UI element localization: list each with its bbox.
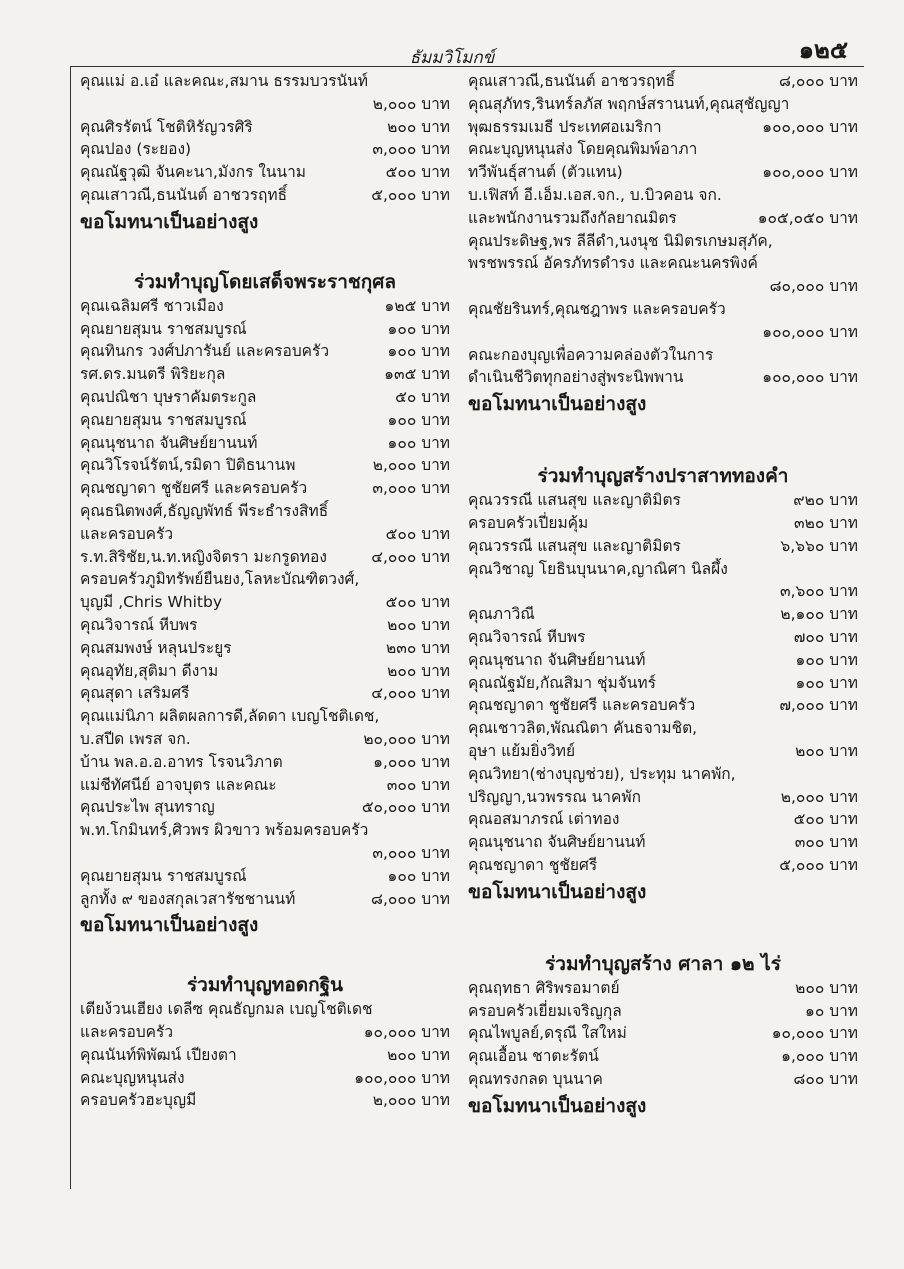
donation-amount: ๕,๐๐๐ บาท [371,185,450,204]
donor-row [80,865,450,888]
donor-row [468,275,858,298]
section-title: ร่วมทำบุญสร้างปราสาททองคำ [537,465,789,488]
donation-amount: ๑๐๐,๐๐๐ บาท [762,368,858,387]
donor-row [80,295,450,318]
donor-row [468,763,858,786]
donor-row [468,854,858,877]
donor-name: คุณวรรณี แสนสุข และญาติมิตร [468,491,681,510]
donor-row [80,682,450,705]
thanks-text: ขอโมทนาเป็นอย่างสูง [468,880,647,903]
donor-name: คุณอุทัย,สุติมา ดีงาม [80,661,219,680]
donation-amount: ๒,๐๐๐ บาท [372,456,450,475]
donor-row [468,717,858,740]
page-number: ๑๒๕ [798,36,848,64]
donation-amount: ๑๐๐ บาท [387,319,450,338]
donation-amount: ๑๐๐ บาท [387,433,450,452]
donor-row [80,1021,450,1044]
donor-name: พุฒธรรมเมธี ประเทศอเมริกา [468,117,662,136]
donor-name: บ้าน พล.อ.อ.อาทร โรจนวิภาต [80,752,283,771]
donation-amount: ๕,๐๐๐ บาท [779,855,858,874]
donation-amount: ๑๐,๐๐๐ บาท [771,1024,858,1043]
donor-name: คณะกองบุญเพื่อความคล่องตัวในการ [468,345,714,364]
donation-amount: ๓๒๐ บาท [794,513,858,532]
donation-amount [444,998,450,1021]
donor-row [468,580,858,603]
thanks-text: ขอโมทนาเป็นอย่างสูง [468,393,647,416]
donation-amount: ๑๐๐ บาท [795,673,858,692]
left-donor-list-3 [80,998,450,1112]
donor-row [80,774,450,797]
donation-amount: ๖,๖๖๐ บาท [780,536,858,555]
donor-name: คุณอสมาภรณ์ เต่าทอง [468,810,620,829]
donor-row [468,558,858,581]
donor-row [80,318,450,341]
donation-amount: ๕๐๐ บาท [793,810,858,829]
donor-name: คุณเสาวณี,ธนนันต์ อาชวรฤทธิ์ [468,72,676,90]
donor-row [468,535,858,558]
donor-name: คุณณัฐมัย,กัณสิมา ชุ่มจันทร์ [468,673,656,692]
donor-name: และพนักงานรวมถึงกัลยาณมิตร [468,208,677,227]
donation-amount: ๑๐๐,๐๐๐ บาท [354,1068,450,1087]
donor-name: เตียง้วนเฮียง เดลีซ คุณธัญกมล เบญโชติเดช [80,1000,373,1019]
donation-amount: ๒๐๐ บาท [795,741,858,760]
right-donor-list-2 [468,489,858,877]
thanks-text: ขอโมทนาเป็นอย่างสูง [80,914,259,937]
donor-name: คุณวิชาญ โยธินบุนนาค,ญาณิศา นิลผึ้ง [468,559,728,578]
donation-amount: ๒,๐๐๐ บาท [780,787,858,806]
donor-name: รศ.ดร.มนตรี พิริยะกุล [80,365,226,384]
donor-row [468,603,858,626]
donation-amount: ๑๐๐,๐๐๐ บาท [762,322,858,341]
donor-row [468,207,858,230]
donor-name: คุณชญาดา ชูชัยศรี และครอบครัว [80,479,308,498]
thanks-text: ขอโมทนาเป็นอย่างสูง [80,210,259,233]
donor-name: คุณณัฐวุฒิ จันคะนา,มังกร ในนาม [80,163,307,182]
donor-name: ทวีพันธุ์สานต์ (ตัวแทน) [468,163,623,182]
donor-name: คุณปณิชา บุษราคัมตระกูล [80,387,257,406]
donation-amount [852,763,858,786]
donor-name: ร.ท.สิริชัย,น.ท.หญิงจิตรา มะกรูดทอง [80,547,327,566]
donor-name: คุณเอื้อน ชาตะรัตน์ [468,1047,599,1066]
donor-row [468,298,858,321]
donation-amount: ๑๐๐,๐๐๐ บาท [762,117,858,136]
donation-amount: ๑๒๕ บาท [384,296,450,315]
donation-amount: ๓๐๐ บาท [794,833,858,852]
donation-amount [852,252,858,275]
donor-row [468,344,858,367]
donation-amount: ๕๐๐ บาท [385,593,450,612]
donation-amount: ๒,๑๐๐ บาท [780,605,858,624]
donor-row [80,409,450,432]
right-donor-list-3 [468,977,858,1091]
donation-amount [444,500,450,523]
section-title: ร่วมทำบุญสร้าง ศาลา ๑๒ ไร่ [545,952,781,975]
donation-amount: ๕๐๐ บาท [385,524,450,543]
donor-name: คุณชญาดา ชูชัยศรี [468,855,598,874]
donation-amount [852,298,858,321]
donor-row [468,977,858,1000]
donor-row [80,728,450,751]
donor-row [80,340,450,363]
donor-row [468,1022,858,1045]
donor-row [468,694,858,717]
donation-amount [852,558,858,581]
donation-amount: ๑๓๕ บาท [384,365,450,384]
donation-amount: ๒๐๐ บาท [387,615,450,634]
donation-amount: ๑๐ บาท [805,1001,858,1020]
donor-name: คุณเสาวณี,ธนนันต์ อาชวรฤทธิ์ [80,185,288,204]
donation-amount: ๔,๐๐๐ บาท [371,684,450,703]
donor-name: คุณเฉลิมศรี ชาวเมือง [80,296,224,315]
donation-amount: ๕๐,๐๐๐ บาท [361,798,450,817]
donor-row [468,808,858,831]
donor-name: คุณประดิษฐ,พร ลีลีดำ,นงนุช นิมิตรเกษมสุภัค, [468,231,773,250]
donor-name: คุณฤทธา ศิริพรอมาตย์ [468,978,620,997]
donation-amount [852,230,858,253]
thanks-text: ขอโมทนาเป็นอย่างสูง [468,1094,647,1117]
donor-row [468,1045,858,1068]
donor-name: คุณชัยรินทร์,คุณชฎาพร และครอบครัว [468,299,726,318]
donor-name: คณะบุญหนุนส่ง [80,1068,185,1087]
donation-amount: ๒๐๐ บาท [387,661,450,680]
donor-name: คุณสุดา เสริมศรี [80,684,190,703]
donation-amount [852,138,858,161]
donor-row [80,705,450,728]
donor-name: ดำเนินชีวิตทุกอย่างสู่พระนิพพาน [468,368,684,387]
donation-amount: ๕๐ บาท [395,387,450,406]
donor-name: คุณแม่ อ.เอ๋ และคณะ,สมาน ธรรมบวรนันท์ [80,72,368,90]
donor-row [468,321,858,344]
donor-name: แม่ชีทัศนีย์ อาจบุตร และคณะ [80,775,277,794]
donor-row [80,363,450,386]
donation-amount: ๒,๐๐๐ บาท [372,94,450,113]
donor-row [468,70,858,93]
donor-name: และครอบครัว [80,524,174,543]
donor-row [468,116,858,139]
donation-amount [444,705,450,728]
donor-row [80,432,450,455]
donor-name: อุษา แย้มยิ่งวิทย์ [468,741,576,760]
donor-row [468,138,858,161]
donation-amount: ๔,๐๐๐ บาท [371,547,450,566]
donation-amount: ๘,๐๐๐ บาท [371,889,450,908]
donation-amount [852,184,858,207]
donor-row [80,454,450,477]
donor-row [80,888,450,911]
donor-name: คุณภาวิณี [468,605,535,624]
donation-amount: ๒๐๐ บาท [795,978,858,997]
right-column [468,70,858,1119]
donor-name: คุณเชาวลิต,พัณณิตา คันธจามชิต, [468,719,698,738]
left-donor-list-1 [80,70,450,207]
donor-name: บ.เฟิสท์ อี.เอ็ม.เอส.จก., บ.บิวคอน จก. [468,185,722,204]
donor-row [80,184,450,207]
donor-row [468,489,858,512]
donor-row [80,751,450,774]
donor-name: คุณวิจารณ์ หีบพร [80,615,198,634]
donor-row [468,512,858,535]
donor-name: คณะบุญหนุนส่ง โดยคุณพิมพ์อาภา [468,140,698,159]
donor-name: คุณยายสุมน ราชสมบูรณ์ [80,410,247,429]
donor-name: คุณไพบูลย์,ดรุณี ใสใหม่ [468,1024,627,1043]
donation-amount: ๑๐๐,๐๐๐ บาท [762,163,858,182]
donor-row [80,1089,450,1112]
donation-amount: ๕๐๐ บาท [385,163,450,182]
donor-row [468,93,858,116]
donor-row [80,546,450,569]
donor-name: คุณวิทยา(ช่างบุญช่วย), ประทุม นาคพัก, [468,764,736,783]
donor-row [80,477,450,500]
donor-name [468,275,764,298]
left-column [80,70,450,1112]
donation-amount [444,568,450,591]
donor-name: บ.สปีด เพรส จก. [80,729,191,748]
donation-amount: ๒๐๐ บาท [387,1045,450,1064]
donation-amount [852,93,858,116]
donor-name: คุณวรรณี แสนสุข และญาติมิตร [468,536,681,555]
donation-amount: ๘๐๐ บาท [793,1069,858,1088]
donor-name: คุณสมพงษ์ หลุนประยูร [80,638,232,657]
donation-amount: ๒๓๐ บาท [386,638,450,657]
header-title: ธัมมวิโมกข์ [409,48,495,68]
donation-amount: ๒,๐๐๐ บาท [372,1091,450,1110]
donor-row [80,819,450,842]
donor-row [80,500,450,523]
donor-name: ลูกทั้ง ๙ ของสกุลเวสารัชชานนท์ [80,889,296,908]
donor-row [468,649,858,672]
donor-row [468,366,858,389]
donation-amount: ๑๐๕,๐๕๐ บาท [757,208,858,227]
donation-amount: ๗๐๐ บาท [793,627,858,646]
donor-name: คุณทินกร วงศ์ปภารันย์ และครอบครัว [80,342,330,361]
donation-amount [444,70,450,93]
donor-name: บุญมี ,Chris Whitby [80,593,222,612]
donor-row [80,637,450,660]
donor-row [80,70,450,93]
donor-name: คุณนุชนาถ จันศิษย์ยานนท์ [80,433,258,452]
donor-name: ครอบครัวเยี่ยมเจริญกุล [468,1001,622,1020]
donor-name: คุณศิรรัตน์ โชติหิรัญวรศิริ [80,117,253,136]
donor-name: พ.ท.โกมินทร์,ศิวพร ผิวขาว พร้อมครอบครัว [80,821,369,840]
donation-amount: ๗,๐๐๐ บาท [779,696,858,715]
donor-row [80,614,450,637]
donation-amount: ๑๐๐ บาท [387,866,450,885]
donor-row [468,1068,858,1091]
donor-name: คุณทรงกลด บุนนาค [468,1069,603,1088]
donor-row [468,184,858,207]
donor-name: พรชพรรณ์ อัครภัทรดำรง และคณะนครพิงค์ [468,254,758,273]
donor-name: คุณนันท์พิพัฒน์ เปียงตา [80,1045,237,1064]
donation-amount: ๒๐๐ บาท [387,117,450,136]
donor-name [80,93,367,116]
donation-amount: ๑,๐๐๐ บาท [373,752,450,771]
donor-row [80,1067,450,1090]
donation-amount [444,819,450,842]
donor-name: ครอบครัวฮะบุญมี [80,1091,197,1110]
donor-row [80,591,450,614]
donation-amount: ๑๐๐ บาท [387,410,450,429]
donation-amount: ๑๐๐ บาท [387,342,450,361]
donor-row [80,568,450,591]
donor-name: คุณวิโรจน์รัตน์,รมิดา ปิติธนานพ [80,456,296,475]
donor-name [468,321,756,344]
donation-amount: ๓,๐๐๐ บาท [372,140,450,159]
donation-amount: ๑๐๐ บาท [795,650,858,669]
donation-amount: ๓,๖๐๐ บาท [780,582,858,601]
donation-amount: ๑,๐๐๐ บาท [781,1047,858,1066]
donor-row [80,386,450,409]
donor-row [468,252,858,275]
section-title: ร่วมทำบุญโดยเสด็จพระราชกุศล [134,270,396,293]
donor-name: คุณยายสุมน ราชสมบูรณ์ [80,866,247,885]
donor-row [80,116,450,139]
donor-name [80,842,366,865]
donation-amount: ๓,๐๐๐ บาท [372,479,450,498]
donor-row [468,672,858,695]
donor-name: คุณสุภัทร,รินทร์ลภัส พฤกษ์สรานนท์,คุณสุชัญญา [468,94,790,113]
donation-amount: ๒๐,๐๐๐ บาท [363,729,450,748]
donor-row [80,796,450,819]
donor-name: คุณชญาดา ชูชัยศรี และครอบครัว [468,696,696,715]
donor-name: และครอบครัว [80,1023,174,1042]
donor-name [468,580,774,603]
donor-name: คุณนุชนาถ จันศิษย์ยานนท์ [468,833,646,852]
donor-row [468,626,858,649]
donor-name: คุณนุชนาถ จันศิษย์ยานนท์ [468,650,646,669]
donation-amount: ๘๐,๐๐๐ บาท [769,277,858,296]
donor-name: คุณประไพ สุนทราญ [80,798,215,817]
donor-name: คุณธนิตพงศ์,ธัญญพัทธ์ พีระธำรงสิทธิ์ [80,501,329,520]
donor-row [468,831,858,854]
donation-amount: ๙๒๐ บาท [793,491,858,510]
donor-row [80,1044,450,1067]
donor-row [80,93,450,116]
donor-row [80,842,450,865]
donor-name: คุณแม่นิภา ผลิตผลการดี,ลัดดา เบญโชติเดช, [80,707,380,726]
donor-name: ปริญญา,นวพรรณ นาคพัก [468,787,641,806]
donor-name: คุณปอง (ระยอง) [80,140,192,159]
donation-amount: ๓๐๐ บาท [386,775,450,794]
donation-amount [852,344,858,367]
left-donor-list-2 [80,295,450,911]
donor-row [80,998,450,1021]
donor-row [80,138,450,161]
donor-row [468,230,858,253]
donor-name: คุณวิจารณ์ หีบพร [468,627,586,646]
donation-amount: ๑๐,๐๐๐ บาท [363,1023,450,1042]
donation-amount: ๓,๐๐๐ บาท [372,843,450,862]
donor-name: ครอบครัวภูมิทรัพย์ยืนยง,โลหะบัณฑิตวงศ์, [80,570,360,589]
donor-name: คุณยายสุมน ราชสมบูรณ์ [80,319,247,338]
right-donor-list-1 [468,70,858,389]
donation-amount [852,717,858,740]
donor-row [468,1000,858,1023]
donor-row [468,740,858,763]
donor-row [80,523,450,546]
donor-row [80,161,450,184]
donation-amount: ๘,๐๐๐ บาท [779,72,858,90]
donor-row [468,161,858,184]
donor-row [468,786,858,809]
section-title: ร่วมทำบุญทอดกฐิน [186,974,344,997]
donor-name: ครอบครัวเปี่ยมคุ้ม [468,513,589,532]
donor-row [80,660,450,683]
